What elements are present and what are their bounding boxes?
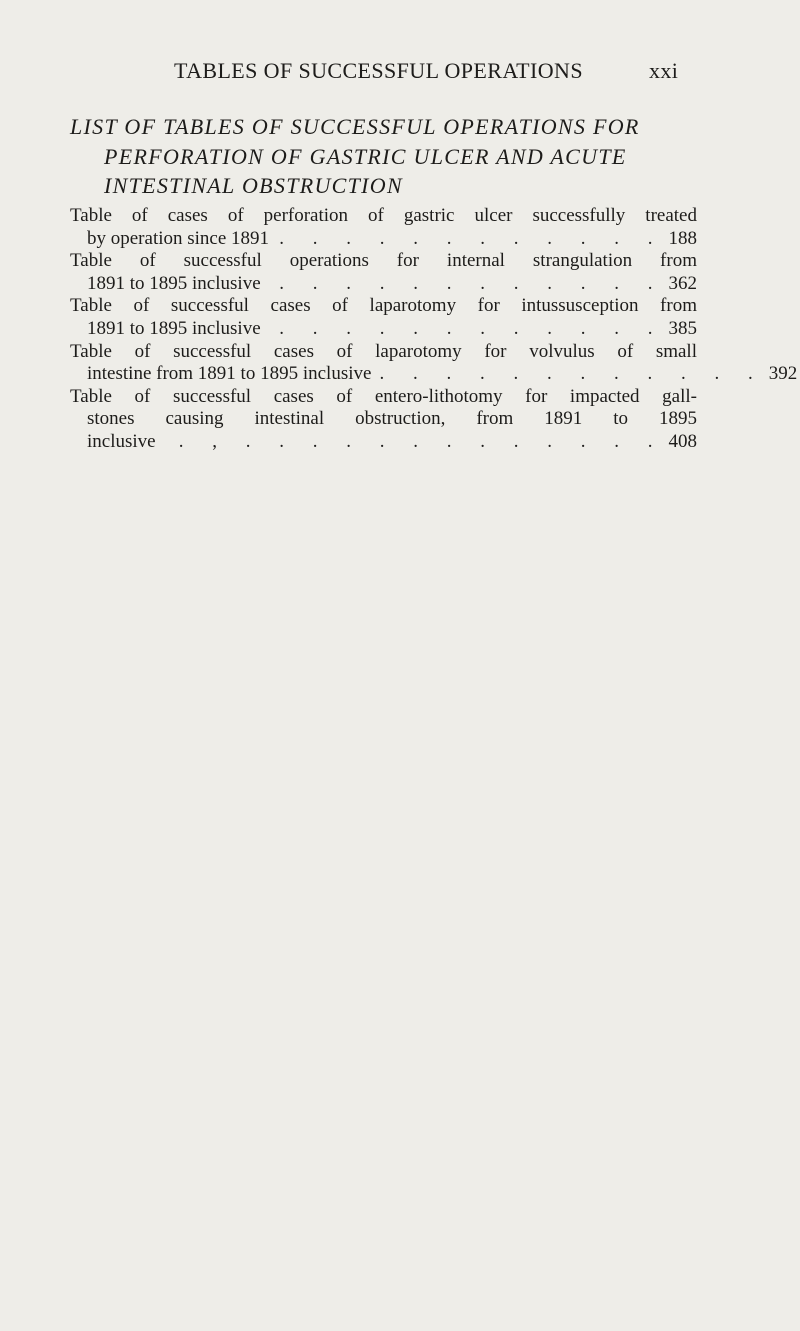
list-title-line: LIST OF TABLES OF SUCCESSFUL OPERATIONS FOR xyxy=(70,114,640,139)
entry-page-number: 385 xyxy=(668,317,697,339)
entry-text: Table of successful cases of laparotomy for volvulus of small xyxy=(70,340,697,362)
leader-dots: . . . . . . . . . . . . xyxy=(279,227,665,249)
list-item xyxy=(70,295,697,340)
page-number: xxi xyxy=(649,58,679,83)
list-title-line: PERFORATION OF GASTRIC ULCER AND ACUTE xyxy=(104,143,627,169)
leader-dots: . . . . . . . . . . . . xyxy=(379,363,765,385)
running-head-title: TABLES OF SUCCESSFUL OPERATIONS xyxy=(174,58,583,83)
entry-text: Table of successful operations for internal strangulation from xyxy=(70,250,697,272)
entry-text: intestine from 1891 to 1895 inclusive xyxy=(87,363,372,385)
entry-text: Table of successful cases of entero-lithotomy for impacted gall- xyxy=(70,385,697,407)
leader-dots: . . . . . . . . . . . . xyxy=(279,317,665,339)
entry-page-number: 188 xyxy=(668,227,697,249)
running-head xyxy=(174,58,679,84)
list-item xyxy=(70,205,697,250)
table-list xyxy=(70,205,798,454)
list-title-line: INTESTINAL OBSTRUCTION xyxy=(104,173,403,198)
entry-text: Table of successful cases of laparotomy for intussusception from xyxy=(70,295,697,317)
entry-text: 1891 to 1895 inclusive xyxy=(87,317,261,339)
list-title xyxy=(70,112,720,201)
entry-page-number: 392 xyxy=(768,363,798,385)
list-item xyxy=(70,250,697,295)
entry-text: stones causing intestinal obstruction, from 1891 to 1895 xyxy=(87,408,697,430)
entry-text: inclusive xyxy=(87,430,156,452)
entry-text: 1891 to 1895 inclusive xyxy=(87,272,261,294)
leader-dots: . . . . . . . . . . . . xyxy=(279,272,665,294)
list-item xyxy=(70,386,697,454)
leader-dots: . , . . . . . . . . . . . . . xyxy=(178,430,665,452)
entry-text: Table of cases of perforation of gastric ulcer successfully treated xyxy=(70,205,697,226)
entry-page-number: 408 xyxy=(668,430,697,452)
list-item xyxy=(70,340,798,386)
entry-page-number: 362 xyxy=(668,272,697,294)
entry-text: by operation since 1891 xyxy=(87,227,270,249)
